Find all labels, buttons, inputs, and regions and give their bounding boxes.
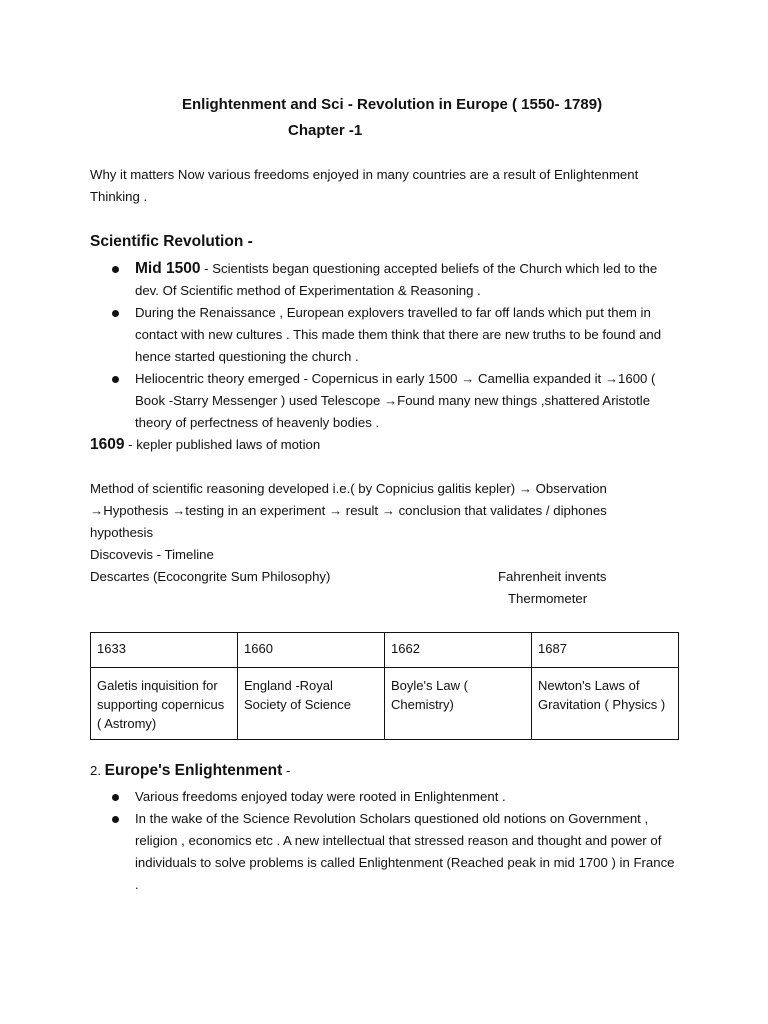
section-number: 2. — [90, 763, 101, 778]
kepler-text: - kepler published laws of motion — [124, 437, 321, 452]
year-cell: 1633 — [91, 633, 238, 668]
intro-paragraph: Why it matters Now various freedoms enjoyed in many countries are a result of Enlightenment Thinking . — [90, 167, 639, 204]
table-row — [91, 633, 679, 668]
chapter-label: Chapter -1 — [288, 122, 363, 139]
section-title-suffix: - — [282, 763, 291, 778]
bullet-text: In the wake of the Science Revolution Scholars questioned old notions on Government , religion , economics etc . A new intellectual that stressed reason and thought and power of individuals to solve problems is called Enlightenment (Reached peak in mid 1700 ) in France . — [135, 811, 675, 892]
section-heading-scientific-revolution: Scientific Revolution - — [90, 233, 253, 250]
bullet-icon — [112, 266, 119, 273]
document-title: Enlightenment and Sci - Revolution in Europe ( 1550- 1789) — [182, 96, 603, 113]
bullet-icon — [112, 310, 119, 317]
event-cell: Galetis inquisition for supporting copernicus ( Astromy) — [91, 668, 238, 740]
list-item — [90, 786, 680, 808]
kepler-line — [90, 434, 320, 456]
section-title: Europe's Enlightenment — [104, 762, 283, 779]
bullet-text: - Scientists began questioning accepted beliefs of the Church which led to the dev. Of Scientific method of Experimentation & Reasoning . — [135, 261, 658, 298]
year-cell: 1660 — [238, 633, 385, 668]
descartes-line: Descartes (Ecocongrite Sum Philosophy) — [90, 569, 331, 584]
event-cell: Boyle's Law ( Chemistry) — [385, 668, 532, 740]
list-item — [90, 368, 680, 434]
section-heading-enlightenment — [90, 760, 290, 782]
scientific-revolution-list — [90, 258, 680, 434]
bullet-text: Heliocentric theory emerged - Copernicus in early 1500 → Camellia expanded it →1600 ( Book -Starry Messenger ) used Telescope →Found many new things ,shattered Aristotle theory of perfectness of heavenly bodies . — [135, 371, 656, 430]
method-line-3: hypothesis — [90, 525, 154, 540]
bullet-icon — [112, 816, 119, 823]
table-row — [91, 668, 679, 740]
bullet-text: During the Renaissance , European explovers travelled to far off lands which put them in contact with new cultures . This made them think that there are new truths to be found and hence started questioning the church . — [135, 305, 662, 364]
list-item — [90, 302, 680, 368]
fahrenheit-line-1: Fahrenheit invents — [498, 569, 607, 584]
timeline-table — [90, 632, 679, 740]
event-cell: Newton's Laws of Gravitation ( Physics ) — [532, 668, 679, 740]
list-item — [90, 258, 680, 302]
method-line-2: →Hypothesis →testing in an experiment → result → conclusion that validates / diphones — [90, 503, 607, 518]
fahrenheit-line-2: Thermometer — [508, 591, 588, 606]
kepler-year: 1609 — [90, 436, 125, 453]
method-line-1: Method of scientific reasoning developed i.e.( by Copnicius galitis kepler) → Observation — [90, 481, 607, 496]
bullet-icon — [112, 794, 119, 801]
event-cell: England -Royal Society of Science — [238, 668, 385, 740]
list-item — [90, 808, 680, 896]
discoveries-heading: Discovevis - Timeline — [90, 547, 214, 562]
enlightenment-list — [90, 786, 680, 896]
bullet-lead: Mid 1500 — [135, 260, 201, 277]
year-cell: 1687 — [532, 633, 679, 668]
year-cell: 1662 — [385, 633, 532, 668]
bullet-text: Various freedoms enjoyed today were rooted in Enlightenment . — [135, 789, 506, 804]
bullet-icon — [112, 376, 119, 383]
